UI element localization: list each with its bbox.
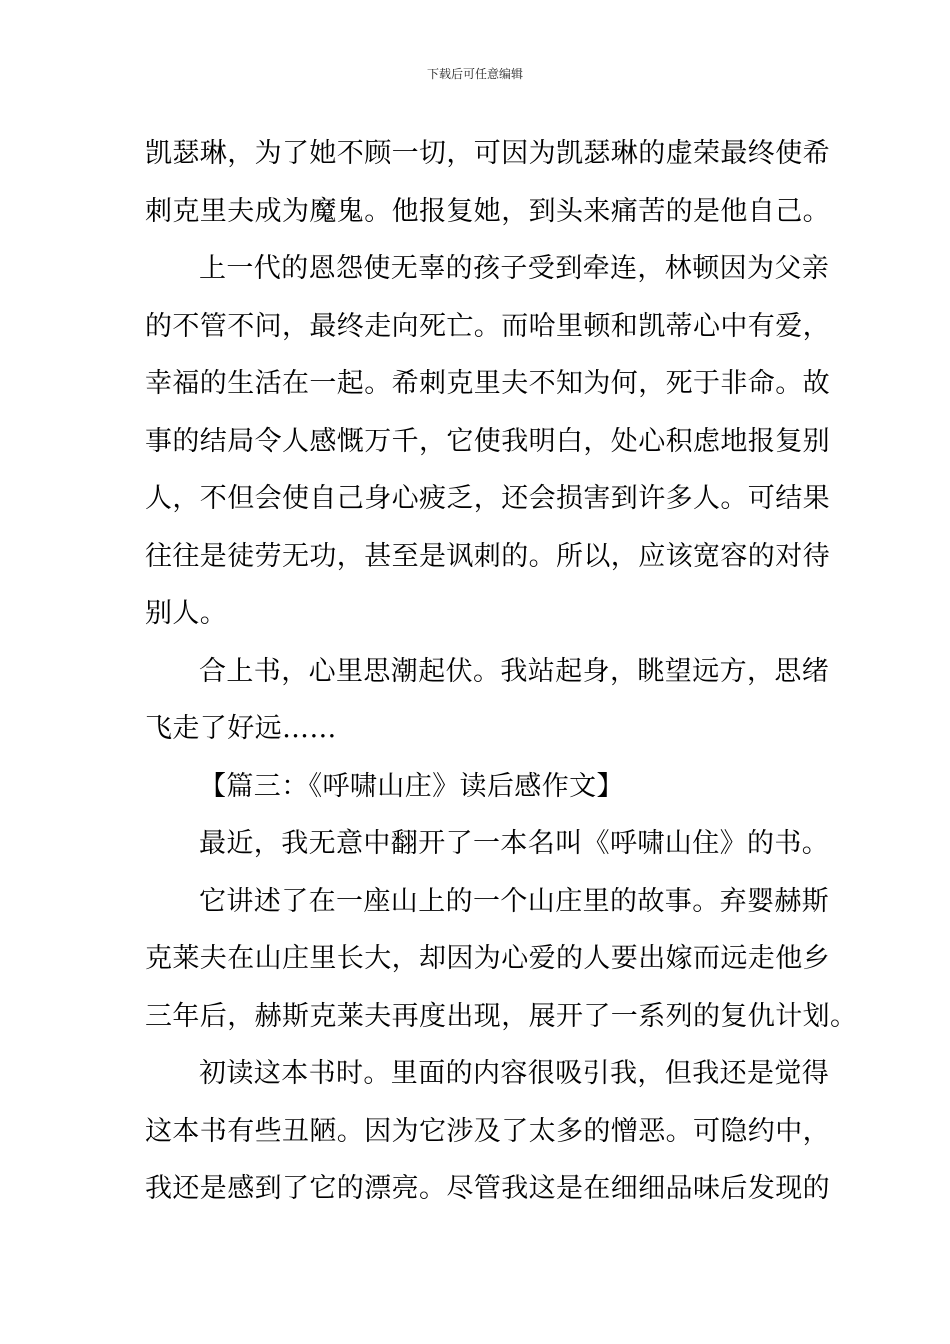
text-line: 上一代的恩怨使无辜的孩子受到牵连，林顿因为父亲 (199, 253, 830, 284)
text-line: 合上书，心里思潮起伏。我站起身，眺望远方，思绪 (199, 655, 830, 687)
text-line: 三年后，赫斯克莱夫再度出现，展开了一系列的复仇计划。 (145, 1000, 858, 1032)
page-header-note: 下载后可任意编辑 (426, 67, 523, 81)
text-line: 刺克里夫成为魔鬼。他报复她，到头来痛苦的是他自己。 (145, 195, 830, 227)
text-line: 它讲述了在一座山上的一个山庄里的故事。弃婴赫斯 (199, 885, 830, 917)
text-line: 飞走了好远…… (145, 713, 337, 744)
text-line: 往往是徒劳无功，甚至是讽刺的。所以，应该宽容的对待 (145, 540, 830, 572)
text-line: 克莱夫在山庄里长大，却因为心爱的人要出嫁而远走他乡 (145, 943, 830, 974)
text-line: 我还是感到了它的漂亮。尽管我这是在细细品味后发现的 (145, 1173, 830, 1204)
text-line: 人，不但会使自己身心疲乏，还会损害到许多人。可结果 (145, 483, 830, 514)
text-line: 凯瑟琳，为了她不顾一切，可因为凯瑟琳的虚荣最终使希 (145, 138, 830, 169)
paragraph (145, 240, 830, 643)
text-line: 的不管不问，最终走向死亡。而哈里顿和凯蒂心中有爱， (145, 310, 830, 342)
document-body (145, 125, 858, 1218)
section-heading-text: 【篇三：《呼啸山庄》读后感作文】 (199, 770, 624, 802)
paragraph (145, 1045, 830, 1218)
text-line: 初读这本书时。里面的内容很吸引我，但我还是觉得 (199, 1058, 830, 1089)
paragraph (145, 815, 830, 873)
text-line: 幸福的生活在一起。希刺克里夫不知为何，死于非命。故 (145, 368, 830, 399)
text-line: 别人。 (145, 598, 228, 629)
text-line: 事的结局令人感慨万千，它使我明白，处心积虑地报复别 (145, 425, 830, 457)
section-heading (145, 758, 810, 816)
paragraph (145, 125, 830, 240)
paragraph (145, 643, 830, 758)
paragraph (145, 873, 858, 1046)
text-line: 最近，我无意中翻开了一本名叫《呼啸山住》的书。 (199, 828, 830, 859)
text-line: 这本书有些丑陋。因为它涉及了太多的憎恶。可隐约中， (145, 1115, 830, 1147)
